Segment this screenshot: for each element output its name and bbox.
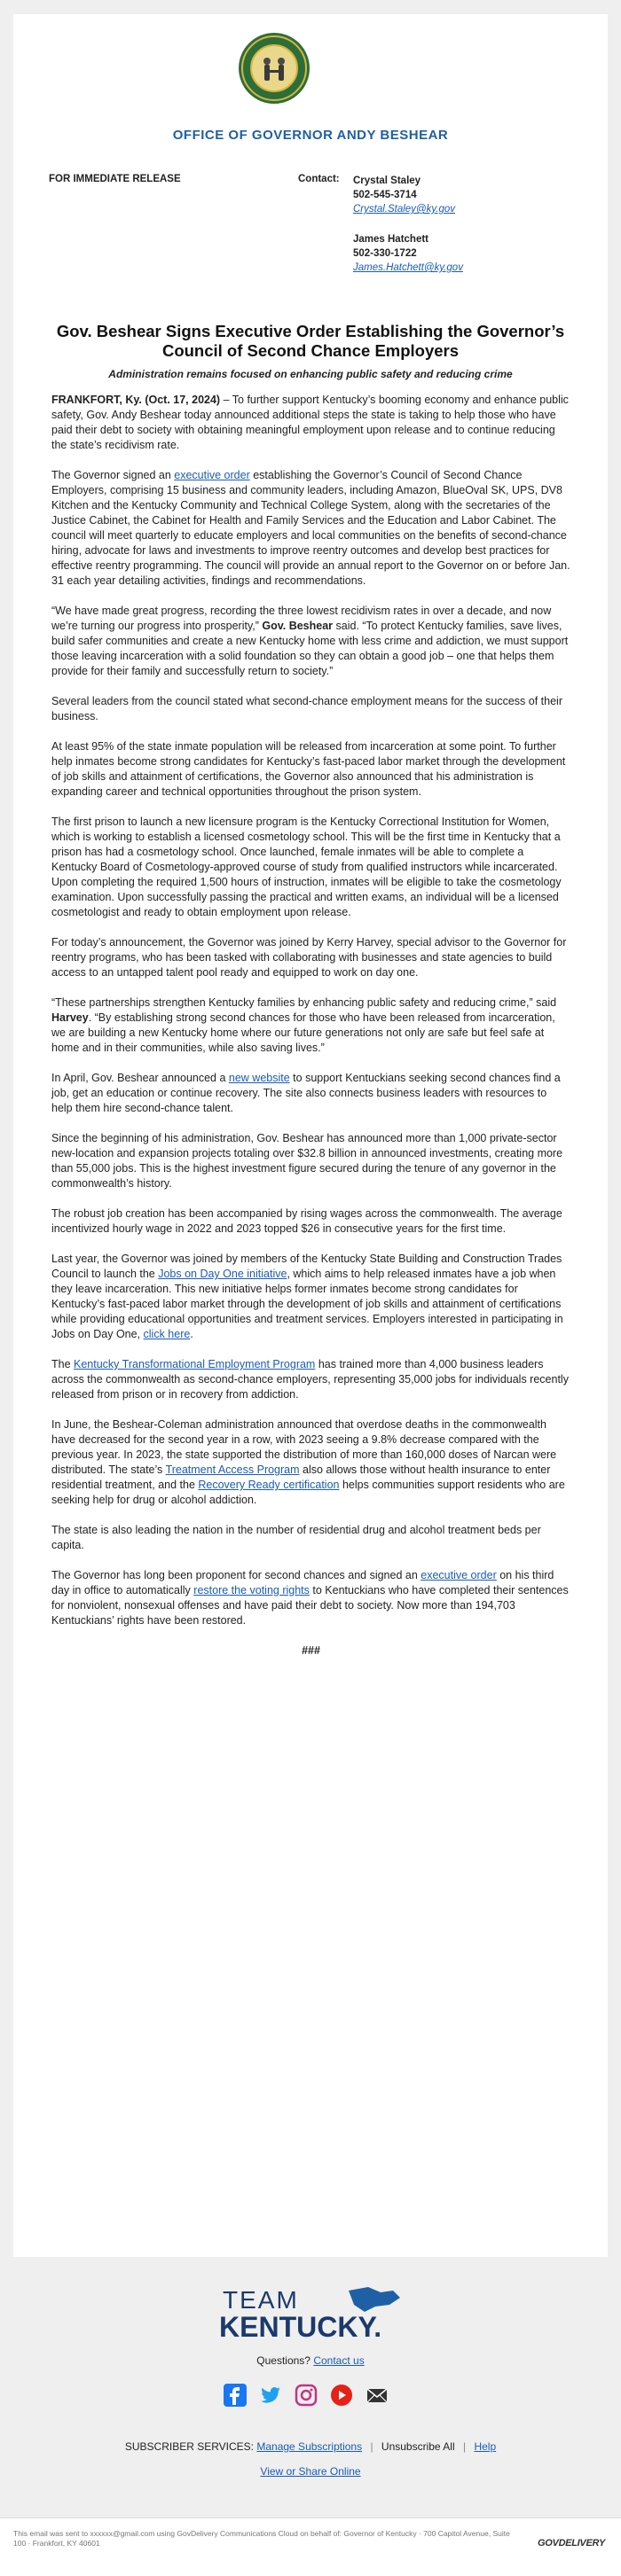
end-mark: ### [302, 1644, 320, 1657]
office-title: OFFICE OF GOVERNOR ANDY BESHEAR [172, 128, 449, 143]
release-label: FOR IMMEDIATE RELEASE [49, 174, 181, 184]
contact-label: Contact: [298, 174, 340, 184]
paragraph: Since the beginning of his administration, Gov. Beshear has announced more than 1,000 private-sector new-location and expansion projects totaling over $32.8 billion in announced investments, creating more than 55,000 jobs. This is the highest investment figure secured during the tenure of any governor in the commonwealth’s history. [51, 1132, 563, 1190]
restore-voting-rights-link[interactable]: restore the voting rights [193, 1584, 310, 1596]
quote-paragraph: “We have made great progress, recording the three lowest recidivism rates in over a decade, and now we’re turning our progress into prosperity,” Gov. Beshear said. “To protect Kentucky families, save lives, build safer communities and create a new Kentucky home with less crime and addiction, we must support those leaving incarceration with a solid foundation so they can obtain a good job – one that helps them provide for their family and successfully return to society.” [51, 605, 569, 677]
paragraph: In June, the Beshear-Coleman administration announced that overdose deaths in the commonwealth have decreased for the second year in a row, with 2023 seeing a 9.8% decrease compared with the previous year. In 2023, the state supported the distribution of more than 160,000 doses of Narcan were distributed. The state’s Treatment Access Program also allows those without health insurance to enter residential treatment, and the Recovery Ready certification helps communities support residents who are seeking help for drug or alcohol addiction. [51, 1418, 565, 1506]
paragraph: For today’s announcement, the Governor was joined by Kerry Harvey, special advisor to the Governor for reentry programs, who has been tasked with collaborating with businesses and state agencies to build access to an untapped talent pool ready and equipped to work on day one. [51, 936, 567, 979]
ktep-link[interactable]: Kentucky Transformational Employment Program [74, 1358, 316, 1370]
executive-order-link-2[interactable]: executive order [421, 1569, 497, 1581]
paragraph: The Governor has long been proponent for second chances and signed an executive order on his third day in office to automatically restore the voting rights to Kentuckians who have completed their sentences for nonviolent, nonsexual offenses and have paid their debt to society. Now more than 194,703 Kentuckians’ rights have been restored. [51, 1569, 569, 1627]
facebook-icon[interactable] [224, 2384, 247, 2407]
paragraph: The Kentucky Transformational Employment Program has trained more than 4,000 business leaders across the commonwealth as second-chance employers, representing 35,000 jobs for individuals recently released from prison or in recovery from addiction. [51, 1358, 569, 1401]
recovery-ready-link[interactable]: Recovery Ready certification [198, 1479, 340, 1491]
paragraph: FRANKFORT, Ky. (Oct. 17, 2024) – To further support Kentucky’s booming economy and enhance public safety, Gov. Andy Beshear today announced additional steps the state is taking to help those who have paid their debt to society with obtaining meaningful employment upon release and to continue reducing the state’s recidivism rate. [51, 394, 569, 451]
contact-phone: 502-330-1722 [353, 248, 417, 259]
quote-paragraph: “These partnerships strengthen Kentucky families by enhancing public safety and reducing crime,” said Harvey. “By establishing strong second chances for those who have been released from incarceration, we are building a new Kentucky home where our future generations not only are safe but feel safe at home and in their communities, while also saving lives.” [51, 996, 557, 1054]
questions-line: Questions? Contact us [256, 2354, 365, 2367]
contact-name: Crystal Staley [353, 176, 421, 186]
jobs-on-day-one-link[interactable]: Jobs on Day One initiative [158, 1268, 287, 1280]
executive-order-link[interactable]: executive order [174, 469, 250, 481]
click-here-link[interactable]: click here [143, 1328, 191, 1340]
footer [0, 2259, 621, 2516]
govdelivery-logo: GOVDELIVERY [538, 2538, 605, 2549]
manage-subscriptions-link[interactable]: Manage Subscriptions [256, 2440, 363, 2453]
twitter-icon[interactable] [259, 2384, 282, 2407]
logo-kentucky-text: KENTUCKY. [219, 2311, 382, 2340]
instagram-icon[interactable] [295, 2384, 318, 2407]
paragraph: The Governor signed an executive order establishing the Governor’s Council of Second Chance Employers, comprising 15 business and community leaders, including Amazon, BlueOval SK, UPS, DV8 Kitchen and the Kentucky Community and Technical College System, along with the secretaries of the Justice Cabinet, the Cabinet for Health and Family Services and the Education and Labor Cabinet. The council will meet quarterly to educate employers and local communities on the benefits of second-chance hiring, advocate for laws and investments to improve reentry outcomes and develop best practices for effective reentry programming. The council will provide an annual report to the Governor on or before Jan. 31 each year detailing activities, findings and recommendations. [51, 469, 570, 587]
contact-email-link[interactable]: James.Hatchett@ky.gov [353, 262, 463, 273]
contact-name: James Hatchett [353, 234, 429, 245]
legal-footer [0, 2517, 621, 2576]
team-kentucky-logo [216, 2285, 404, 2340]
youtube-icon[interactable] [330, 2384, 353, 2407]
headline: Gov. Beshear Signs Executive Order Establishing the Governor’s Council of Second Chance Employers [56, 322, 565, 360]
view-share-row [0, 2465, 621, 2478]
help-link[interactable]: Help [474, 2440, 497, 2453]
paragraph: Several leaders from the council stated what second-chance employment means for the success of their business. [51, 695, 562, 722]
kentucky-seal-icon [238, 32, 310, 105]
contact-email-link[interactable]: Crystal.Staley@ky.gov [353, 204, 455, 215]
paragraph: The robust job creation has been accompanied by rising wages across the commonwealth. The average incentivized hourly wage in 2022 and 2023 topped $26 in consecutive years for the first time. [51, 1207, 562, 1235]
paragraph: The first prison to launch a new licensure program is the Kentucky Correctional Institution for Women, which is working to establish a licensed cosmetology school. This will be the first time in Kentucky that a prison has had a cosmetology school. Once launched, female inmates will be able to complete a Kentucky Board of Cosmetology-approved course of study from qualified instructors while incarcerated. Upon completing the required 1,500 hours of instruction, inmates will be eligible to take the cosmetology examination. Upon successfully passing the practical and written exams, an individual will be a licensed cosmetologist and ready to obtain employment upon release. [51, 816, 562, 918]
dateline: FRANKFORT, Ky. (Oct. 17, 2024) [51, 394, 221, 406]
contact-block-2 [353, 232, 463, 275]
legal-text: This email was sent to xxxxxx@gmail.com using GovDelivery Communications Cloud on behalf of: Governor of Kentucky · 700 Capitol Avenue, Suite 100 · Frankfort, KY 40601 [13, 2529, 510, 2548]
paragraph: Last year, the Governor was joined by members of the Kentucky State Building and Construction Trades Council to launch the Jobs on Day One initiative, which aims to help released inmates have a job when they leave incarceration. This new initiative helps former inmates become strong candidates for Kentucky’s fast-paced labor market through the development of job skills and attainment of certifications while providing educational opportunities and treatment services. Employers interested in participating in Jobs on Day One, click here. [51, 1253, 563, 1340]
social-icons [224, 2384, 389, 2407]
contact-phone: 502-545-3714 [353, 190, 417, 200]
view-share-online-link[interactable]: View or Share Online [260, 2465, 361, 2478]
subheadline: Administration remains focused on enhancing public safety and reducing crime [108, 368, 513, 380]
article-body [51, 393, 570, 1674]
paragraph: At least 95% of the state inmate population will be released from incarceration at some point. To further help inmates become strong candidates for Kentucky’s fast-paced labor market through the development of job skills and attainment of certifications, the Governor also announced that his administration is expanding career and technical opportunities throughout the prison system. [51, 740, 566, 798]
contact-us-link[interactable]: Contact us [313, 2354, 365, 2367]
subscriber-services: SUBSCRIBER SERVICES: Manage Subscriptions | Unsubscribe All | Help [124, 2440, 497, 2453]
logo-team-text: TEAM [223, 2286, 299, 2314]
contact-block-1 [353, 174, 455, 216]
treatment-access-link[interactable]: Treatment Access Program [165, 1464, 300, 1476]
paragraph: In April, Gov. Beshear announced a new website to support Kentuckians seeking second chances find a job, get an education or continue recovery. The site also connects business leaders with resources to help them hire second-chance talent. [51, 1072, 561, 1114]
email-icon[interactable] [366, 2384, 389, 2407]
unsubscribe-all-link[interactable]: Unsubscribe All [381, 2440, 455, 2453]
new-website-link[interactable]: new website [228, 1072, 290, 1084]
paragraph: The state is also leading the nation in the number of residential drug and alcohol treatment beds per capita. [51, 1524, 541, 1551]
